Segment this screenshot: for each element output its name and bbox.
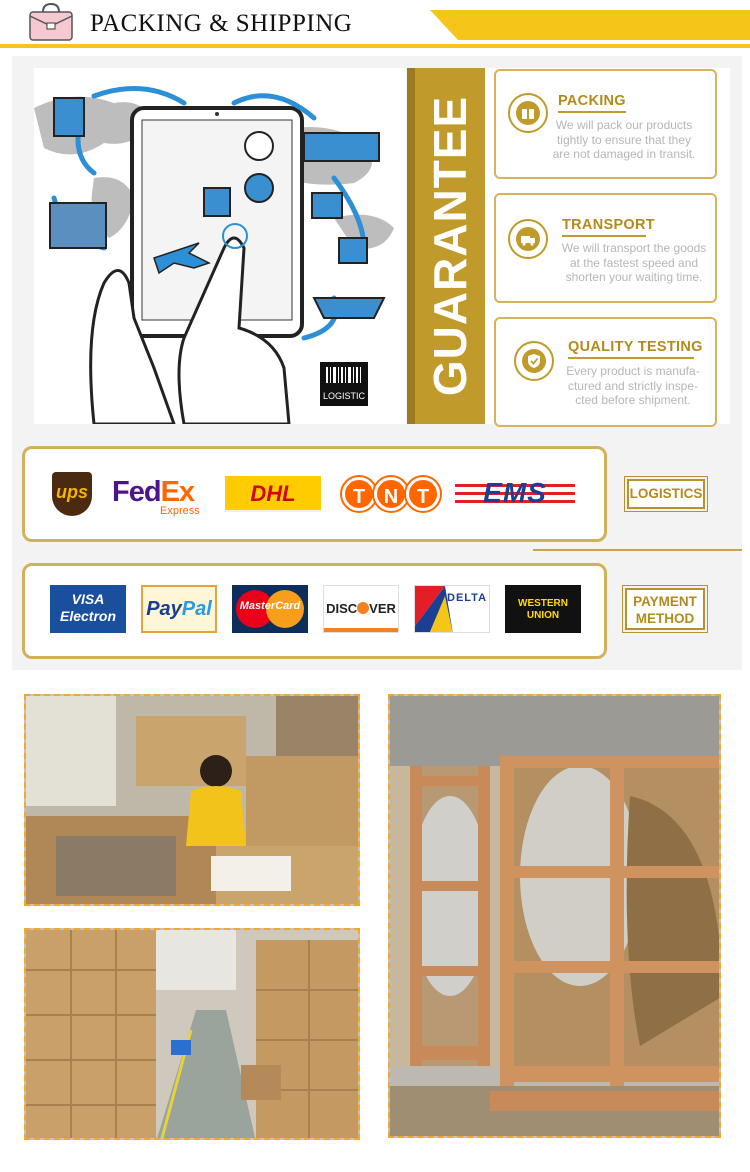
quality-testing-description [558, 364, 708, 408]
mastercard-logo [232, 585, 308, 633]
delta-logo [414, 585, 490, 633]
photo-warehouse-aisle [24, 928, 360, 1140]
quality-testing-line: cted before shipment. [575, 393, 691, 407]
payment-method-label [625, 588, 705, 630]
packing-line: We will pack our products [555, 118, 693, 132]
logistics-label: LOGISTICS [627, 479, 705, 509]
transport-underline [562, 235, 646, 237]
ups-logo: ups [52, 472, 92, 516]
guarantee-banner [407, 68, 485, 424]
header-underline [0, 44, 750, 48]
electron-text: Electron [59, 608, 116, 624]
barcode-icon [320, 362, 368, 386]
transport-line: We will transport the goods [561, 241, 707, 255]
mastercard-text: MasterCard [239, 600, 301, 612]
header-accent-band [430, 10, 750, 40]
truck-icon [508, 219, 548, 259]
ems-text: EMS [483, 477, 547, 508]
paypal-logo [141, 585, 217, 633]
delta-text: DELTA [447, 592, 488, 604]
quality-testing-line: Every product is manufa- [566, 364, 700, 378]
guarantee-label: GUARANTEE [424, 95, 476, 397]
union-text: UNION [526, 610, 560, 621]
quality-testing-title: QUALITY TESTING [568, 339, 703, 355]
discover-logo [323, 585, 399, 633]
packing-card [494, 69, 717, 179]
logistics-illustration [34, 68, 406, 424]
fedex-ex: Ex [160, 476, 195, 508]
tnt-letter: T [406, 477, 440, 511]
packing-line: are not damaged in transit. [552, 147, 696, 161]
section-divider [533, 549, 742, 551]
photo-wooden-crates [388, 694, 721, 1138]
transport-line: shorten your waiting time. [565, 270, 703, 284]
transport-title: TRANSPORT [562, 217, 655, 233]
western-union-logo [505, 585, 581, 633]
tnt-letter: N [374, 477, 408, 511]
discover-dot [357, 602, 369, 614]
page-header [0, 0, 750, 50]
payment-label-line: PAYMENT [633, 594, 697, 609]
photo-packing-worker [24, 694, 360, 906]
quality-testing-underline [568, 357, 694, 359]
discover-strip [324, 628, 399, 632]
packing-line: tightly to ensure that they [556, 132, 692, 147]
packing-title: PACKING [558, 93, 626, 109]
transport-card [494, 193, 717, 303]
shopping-bag-icon [28, 2, 74, 42]
discover-ver: VER [369, 601, 396, 616]
visa-electron-logo [50, 585, 126, 633]
western-text: WESTERN [518, 598, 568, 609]
package-icon [508, 93, 548, 133]
fedex-fed: Fed [112, 476, 161, 508]
paypal-pay: Pay [146, 598, 182, 620]
page-title: PACKING & SHIPPING [90, 10, 353, 37]
packing-description [544, 118, 704, 162]
logistic-badge [320, 362, 368, 406]
dhl-logo: DHL [225, 476, 321, 512]
payment-label-line: METHOD [635, 611, 695, 626]
packing-underline [558, 111, 626, 113]
transport-line: at the fastest speed and [569, 255, 699, 270]
fedex-express-label: Express [160, 505, 200, 517]
quality-testing-line: ctured and strictly inspe- [567, 378, 699, 393]
visa-text: VISA [71, 591, 105, 607]
shield-check-icon [514, 341, 554, 381]
tnt-letter: T [342, 477, 376, 511]
logistic-badge-label: LOGISTIC [322, 391, 365, 401]
transport-description [552, 241, 716, 285]
discover-disc: DISC [326, 601, 358, 616]
quality-testing-card [494, 317, 717, 427]
tnt-logo [340, 477, 440, 511]
paypal-pal: Pal [181, 598, 212, 620]
ems-logo [455, 478, 575, 508]
